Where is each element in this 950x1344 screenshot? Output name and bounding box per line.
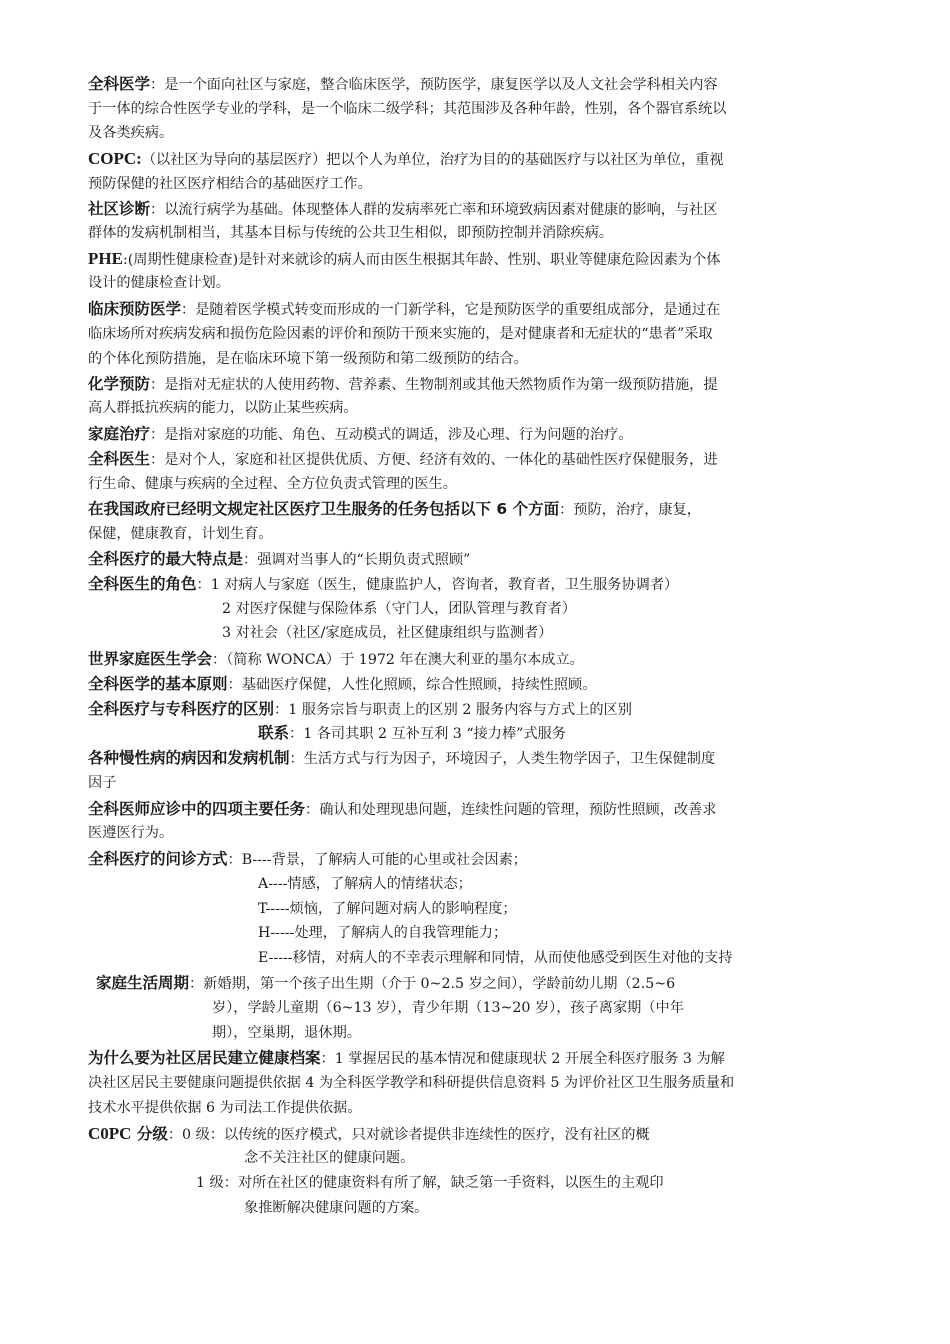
line-34: T-----烦恼，了解问题对病人的影响程度； [258,901,517,917]
line-43: C0PC 分级：0 级：以传统的医疗模式，只对就诊者提供非连续性的医疗，没有社区的概 [88,1124,650,1143]
line-6: 社区诊断：以流行病学为基础。体现整体人群的发病率死亡率和环境致病因素对健康的影响，与社区 [88,200,718,218]
line-28: 各种慢性病的病因和发病机制：生活方式与行为因子，环境因子，人类生物学因子，卫生保健制度 [88,749,716,767]
line-44: 念不关注社区的健康问题。 [244,1150,415,1166]
line-45: 1 级：对所在社区的健康资料有所了解，缺乏第一手资料，以医生的主观印 [196,1175,664,1191]
line-9: 设计的健康检查计划。 [88,275,230,291]
line-35: H-----处理，了解病人的自我管理能力； [258,925,508,941]
line-3: 及各类疾病。 [88,125,174,141]
line-42: 技术水平提供依据 6 为司法工作提供依据。 [88,1100,362,1116]
line-20: 全科医疗的最大特点是：强调对当事人的“长期负责式照顾” [88,550,471,568]
line-40: 为什么要为社区居民建立健康档案：1 掌握居民的基本情况和健康现状 2 开展全科医疗服务 3 为解 [88,1049,725,1067]
line-32: 全科医疗的问诊方式：B----背景，了解病人可能的心里或社会因素； [88,850,527,868]
line-22: 2 对医疗保健与保险体系（守门人，团队管理与教育者） [222,601,577,617]
line-25: 全科医学的基本原则：基础医疗保健，人性化照顾，综合性照顾，持续性照顾。 [88,675,597,693]
line-21: 全科医生的角色：1 对病人与家庭（医生，健康监护人，咨询者，教育者，卫生服务协调者） [88,575,679,593]
line-29: 因子 [88,775,117,791]
line-33: A----情感，了解病人的情绪状态； [258,876,472,892]
line-23: 3 对社会（社区/家庭成员，社区健康组织与监测者） [222,625,553,641]
line-13: 化学预防：是指对无症状的人使用药物、营养素、生物制剂或其他天然物质作为第一级预防措施，提 [88,375,718,393]
line-41: 决社区居民主要健康问题提供依据 4 为全科医学教学和科研提供信息资料 5 为评价社区卫生服务质量和 [88,1075,735,1091]
line-12: 的个体化预防措施，是在临床环境下第一级预防和第二级预防的结合。 [88,351,528,367]
line-30: 全科医师应诊中的四项主要任务：确认和处理现患问题，连续性问题的管理，预防性照顾，改善求 [88,800,717,818]
line-5: 预防保健的社区医疗相结合的基础医疗工作。 [88,176,372,192]
line-11: 临床场所对疾病发病和损伤危险因素的评价和预防干预来实施的，是对健康者和无症状的“患者”采取 [88,326,713,342]
line-17: 行生命、健康与疾病的全过程、全方位负责式管理的医生。 [88,476,457,492]
line-8: PHE:(周期性健康检查)是针对来就诊的病人而由医生根据其年龄、性别、职业等健康危险因素为个体 [88,249,721,268]
line-38: 岁），学龄儿童期（6~13 岁），青少年期（13~20 岁），孩子离家期（中年 [212,1000,684,1016]
line-14: 高人群抵抗疾病的能力，以防止某些疾病。 [88,400,358,416]
line-4: COPC:（以社区为导向的基层医疗）把以个人为单位，治疗为目的的基础医疗与以社区为单位，重视 [88,149,724,168]
line-27: 联系：1 各司其职 2 互补互利 3 “接力棒”式服务 [258,724,566,742]
line-24: 世界家庭医生学会：（简称 WONCA）于 1972 年在澳大利亚的墨尔本成立。 [88,650,584,668]
line-37: 家庭生活周期：新婚期，第一个孩子出生期（介于 0~2.5 岁之间），学龄前幼儿期（2.5~6 [96,974,676,992]
line-18: 在我国政府已经明文规定社区医疗卫生服务的任务包括以下 6 个方面：预防，治疗，康复， [88,500,701,518]
line-10: 临床预防医学：是随着医学模式转变而形成的一门新学科，它是预防医学的重要组成部分，是通过在 [88,300,721,318]
line-2: 于一体的综合性医学专业的学科，是一个临床二级学科；其范围涉及各种年龄，性别，各个器官系统以 [88,101,727,117]
line-19: 保健，健康教育，计划生育。 [88,526,273,542]
line-39: 期），空巢期，退休期。 [212,1025,361,1041]
line-1: 全科医学：是一个面向社区与家庭，整合临床医学，预防医学，康复医学以及人文社会学科相关内容 [88,75,718,93]
line-15: 家庭治疗：是指对家庭的功能、角色、互动模式的调适，涉及心理、行为问题的治疗。 [88,425,633,443]
line-16: 全科医生：是对个人，家庭和社区提供优质、方便、经济有效的、一体化的基础性医疗保健服务，进 [88,450,718,468]
line-31: 医遵医行为。 [88,825,174,841]
line-26: 全科医疗与专科医疗的区别：1 服务宗旨与职责上的区别 2 服务内容与方式上的区别 [88,700,632,718]
line-36: E-----移情，对病人的不幸表示理解和同情，从而使他感受到医生对他的支持 [258,950,733,966]
line-46: 象推断解决健康问题的方案。 [244,1200,429,1216]
line-7: 群体的发病机制相当，其基本目标与传统的公共卫生相似，即预防控制并消除疾病。 [88,225,613,241]
